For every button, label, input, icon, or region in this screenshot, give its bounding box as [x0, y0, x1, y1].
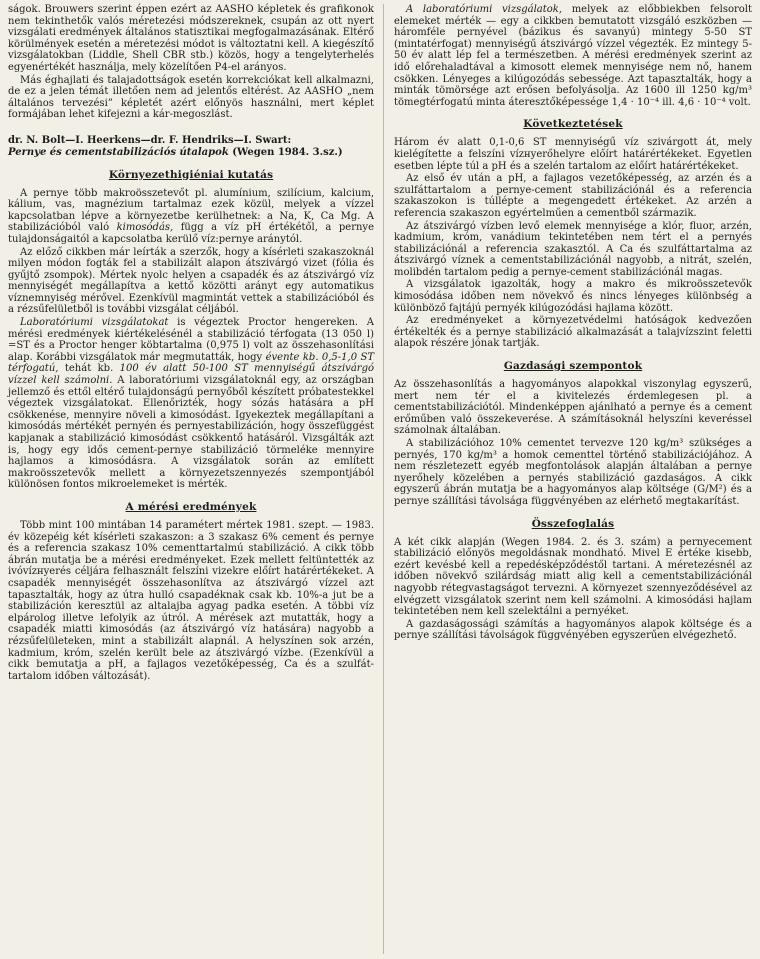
- paragraph: Az összehasonlítás a hagyományos alapokkal viszonylag egyszerű, mert nem tér el a kivitelezés érdemlegesen pl. a cementstabilizációtól. Mindenképpen ajánlható a pernye és a cement erőműben való összekeverése. A számításoknál helyszíni keveréssel számolnak általában.: [394, 379, 752, 437]
- paragraph: Három év alatt 0,1-0,6 ST mennyiségű víz szivárgott át, mely kielégítette a felszíni vízнyerőhelyre előírt határértékeket. Egyetlen esetben lépte túl a pH és a szelén tartalom az előírt határértékeket.: [394, 137, 752, 172]
- paragraph: Az előző cikkben már leírták a szerzők, hogy a kísérleti szakaszoknál milyen módon fogták fel a stabilizált alapon átszivárgó vizet (fólia és gyűjtő zsompok). Mértek nyolc helyen a csapadék és az átszivárgó víz mennyiségét megállapítva a kettő közötti arányt egy automatikus víznemnyiség mérővel. Ezenkívül magmintát vettek a stabilizációból és a rézsűfelületből is további vizsgálat céljából.: [8, 246, 374, 316]
- paragraph: ságok. Brouwers szerint éppen ezért az AASHO képletek és grafikonok nem tekinthetők valós méretezési módszereknek, csupán az ott nyert vizsgálati eredmények általános statisztikai megfogalmazásának. Eltérő körülmények esetén a méretezési módot is változtatni kell. A kiegészítő vizsgálatokban (Liddle, Shell CBR stb.) közös, hogy a tengelyterhelés egyenértékét használja, mely közelítően P4-el arányos.: [8, 4, 374, 73]
- column-divider: [383, 4, 384, 954]
- article-title: Pernye és cementstabilizációs útalapok: [8, 146, 229, 158]
- section-heading: A mérési eredmények: [125, 500, 257, 513]
- section-heading: Környezethigiéniai kutatás: [108, 168, 274, 181]
- paragraph: A vizsgálatok igazolták, hogy a makro és mikroösszetevők kimosódása időben nem növekvő és nincs lényeges különbség a különböző fajtájú pernyék kilúgozódási hajlama között.: [394, 279, 752, 314]
- article-byline: [8, 135, 374, 159]
- paragraph: Az átszivárgó vízben levő elemek mennyisége a klór, fluor, arzén, kadmium, króm, vanádium tekintetében nem tért el a pernyés stabilizációnál a referencia szakasztól. A Ca és szulfáttartalma az átszivárgó víznek a cementstabilizációnál nagyobb, a nitrát, szelén, molibdén tartalom pedig a pernye-cement stabilizációnál magas.: [394, 220, 752, 278]
- paragraph: Más éghajlati és talajadottságok esetén korrekciókat kell alkalmazni, de ez a jelen témát illetően nem ad jelentős eltérést. Az AASHO „nem általános tervezési” képletét azért előnyös használni, mert képlet formájában lehet kifejezni a kár-megoszlást.: [8, 74, 374, 121]
- paragraph: Laboratóriumi vizsgálatokat is végeztek Proctor hengereken. A mérési eredmények kiértékelésénél a stabilizáció térfogata (13 050 l) =ST és a Proctor henger köbtartalma (0,975 l) volt az összehasonlítási alap. Korábbi vizsgálatok már megmutatták, hogy évente kb. 0,5-1,0 ST térfogatú, tehát kb. 100 év alatt 50-100 ST mennyiségű átszivárgó vízzel kell számolni. A laboratóriumi vizsgálatoknál egy, az országban jellemző és ettől eltérő tulajdonságú pernyőből készített próbatestekkel végeztek vizsgálatokat. Ellenőrizték, hogy sózás hatására a pH csökkenése, mennyire növeli a kimosódást. Igyekeztek megállapítani a kimosódás mértékét pernyén és pernyestabilizáción, hogy összefüggést kapjanak a stabilizáció kimosódást csökkentő hatásáról. Vizsgálták azt is, hogy egy idős cement-pernye stabilizáció törmeléke mennyire hajlamos a kimosódásra. A vizsgálatok során az említett makroösszetevők mellett a környezetszennyezés szempontjából különösen fontos mikroelemeket is mérték.: [8, 317, 374, 491]
- paragraph: A gazdaságossági számítás a hagyományos alapok költsége és a pernye szállítási távolságok függvényében egyszerűen elvégezhető.: [394, 618, 752, 642]
- paragraph: Több mint 100 mintában 14 paramétert mértek 1981. szept. — 1983. év közepéig két kísérleti szakaszon: a 3 szakasz 6% cement és pernye és a referencia szakasz 10% cementtartalmú stabilizáció. A cikk több ábrán mutatja be a mérési eredményeket. Ezek mellett feltüntették az ivóvízнyerés céljára felhasznált felszíni vizekre előírt határértékeket. A csapadék mennyiségét összehasonlítva az átszivárgó vízzel azt tapasztalták, hogy az útra hulló csapadéknak csak kb. 10%-a jut be a stabilizáción keresztül az altalajba agyag padka esetén. A többi víz elpárolog illetve lefolyik az útról. A mérések azt mutatták, hogy a csapadék miatti kimosódás (az átszivárgó víz hatására) nagyobb a rézsűfelületeken, mint a stabilizált alapnál. A helyszínen sok arzén, kadmium, króm, szelén került bele az átszivárgó vízbe. (Ezenkívül a cikk bemutatja a pH, a fajlagos vezetőképesség, Ca és a szulfát-tartalom időben változását).: [8, 519, 374, 682]
- section-heading: Összefoglalás: [531, 517, 615, 530]
- article-authors: dr. N. Bolt—I. Heerkens—dr. F. Hendriks—I. Swart:: [8, 134, 292, 146]
- paragraph: A stabilizációhoz 10% cementet tervezve 120 kg/m³ szükséges a pernyés, 170 kg/m³ a homok cementtel történő stabilizációjához. A nem részletezett egyéb megfontolások alapján általában a pernye nyerőhely közelében a pernyés stabilizáció gazdaságos. A cikk egyszerű ábrán mutatja be a hagyományos alap költsége (G/M²) és a pernye szállítási távolsága függvényében az elérhető megtakarítást.: [394, 438, 752, 507]
- paragraph: Az eredményeket a környezetvédelmi hatóságok kedvezően értékelték és a pernye stabilizáció alkalmazását a talajvízszint feletti alapok részére jónak tartják.: [394, 315, 752, 350]
- section-heading: Gazdasági szempontok: [503, 360, 643, 373]
- article-source: (Wegen 1984. 3.sz.): [232, 146, 343, 158]
- section-heading: Következtetések: [523, 118, 623, 131]
- right-column: [394, 4, 752, 643]
- paragraph: A laboratóriumi vizsgálatok, melyek az előbbiekben felsorolt elemeket mérték — egy a cikkben bemutatott vizsgáló eszközben — háromféle pernyével (bázikus és savanyú) mintegy 5-50 ST (mintatérfogat) mennyiségű átszivárgó vízzel végezték. Ez mintegy 5-50 év alatt lép fel a természetben. A mérési eredmények szerint az idő előrehaladtával a kimosott elemek mennyisége nem nő, hanem csökken. Lényeges a kilúgozódás sebessége. Azt tapasztalták, hogy a minták tömörsége azt erősen befolyásolja. Az 1600 ill 1250 kg/m³ tömegtérfogatú minta áteresztőképessége 1,4 · 10⁻⁴ ill. 4,6 · 10⁻⁴ volt.: [394, 4, 752, 108]
- paragraph: Az első év után a pH, a fajlagos vezetőképesség, az arzén és a szulfáttartalom a pernye-cement stabilizációnál és a referencia szakaszokon is túllépte a megengedett értékeket. Az arzén a referencia szakaszon egyértelműen a cementből származik.: [394, 173, 752, 219]
- paragraph: A pernye több makroösszetevőt pl. alumínium, szilícium, kalcium, kálium, vas, magnézium tartalmaz ezek közül, melyek a vízzel kapcsolatban lépve a környezetbe kerülhetnek: a Na, K, Ca Mg. A stabilizációból való kimosódás, függ a víz pH értékétől, a pernye tulajdonságaitól a kapcsolatba kerülő víz:pernye aránytól.: [8, 187, 374, 245]
- paragraph: A két cikk alapján (Wegen 1984. 2. és 3. szám) a pernyecement stabilizáció előnyös megoldásnak mondható. Mivel E értéke kisebb, ezért kevésbé kell a repedésképződéstől tartani. A méretezésnél az időben növekvő szilárdság miatt alig kell a cementstabilizációnál nagyobb rétegvastagságot tervezni. A környezet szennyeződésével az elvégzett vizsgálatok szerint nem kell számolni. A kimosódási hajlam tekintetében nem kell szelektálni a pernyéket.: [394, 536, 752, 618]
- left-column: [8, 4, 374, 683]
